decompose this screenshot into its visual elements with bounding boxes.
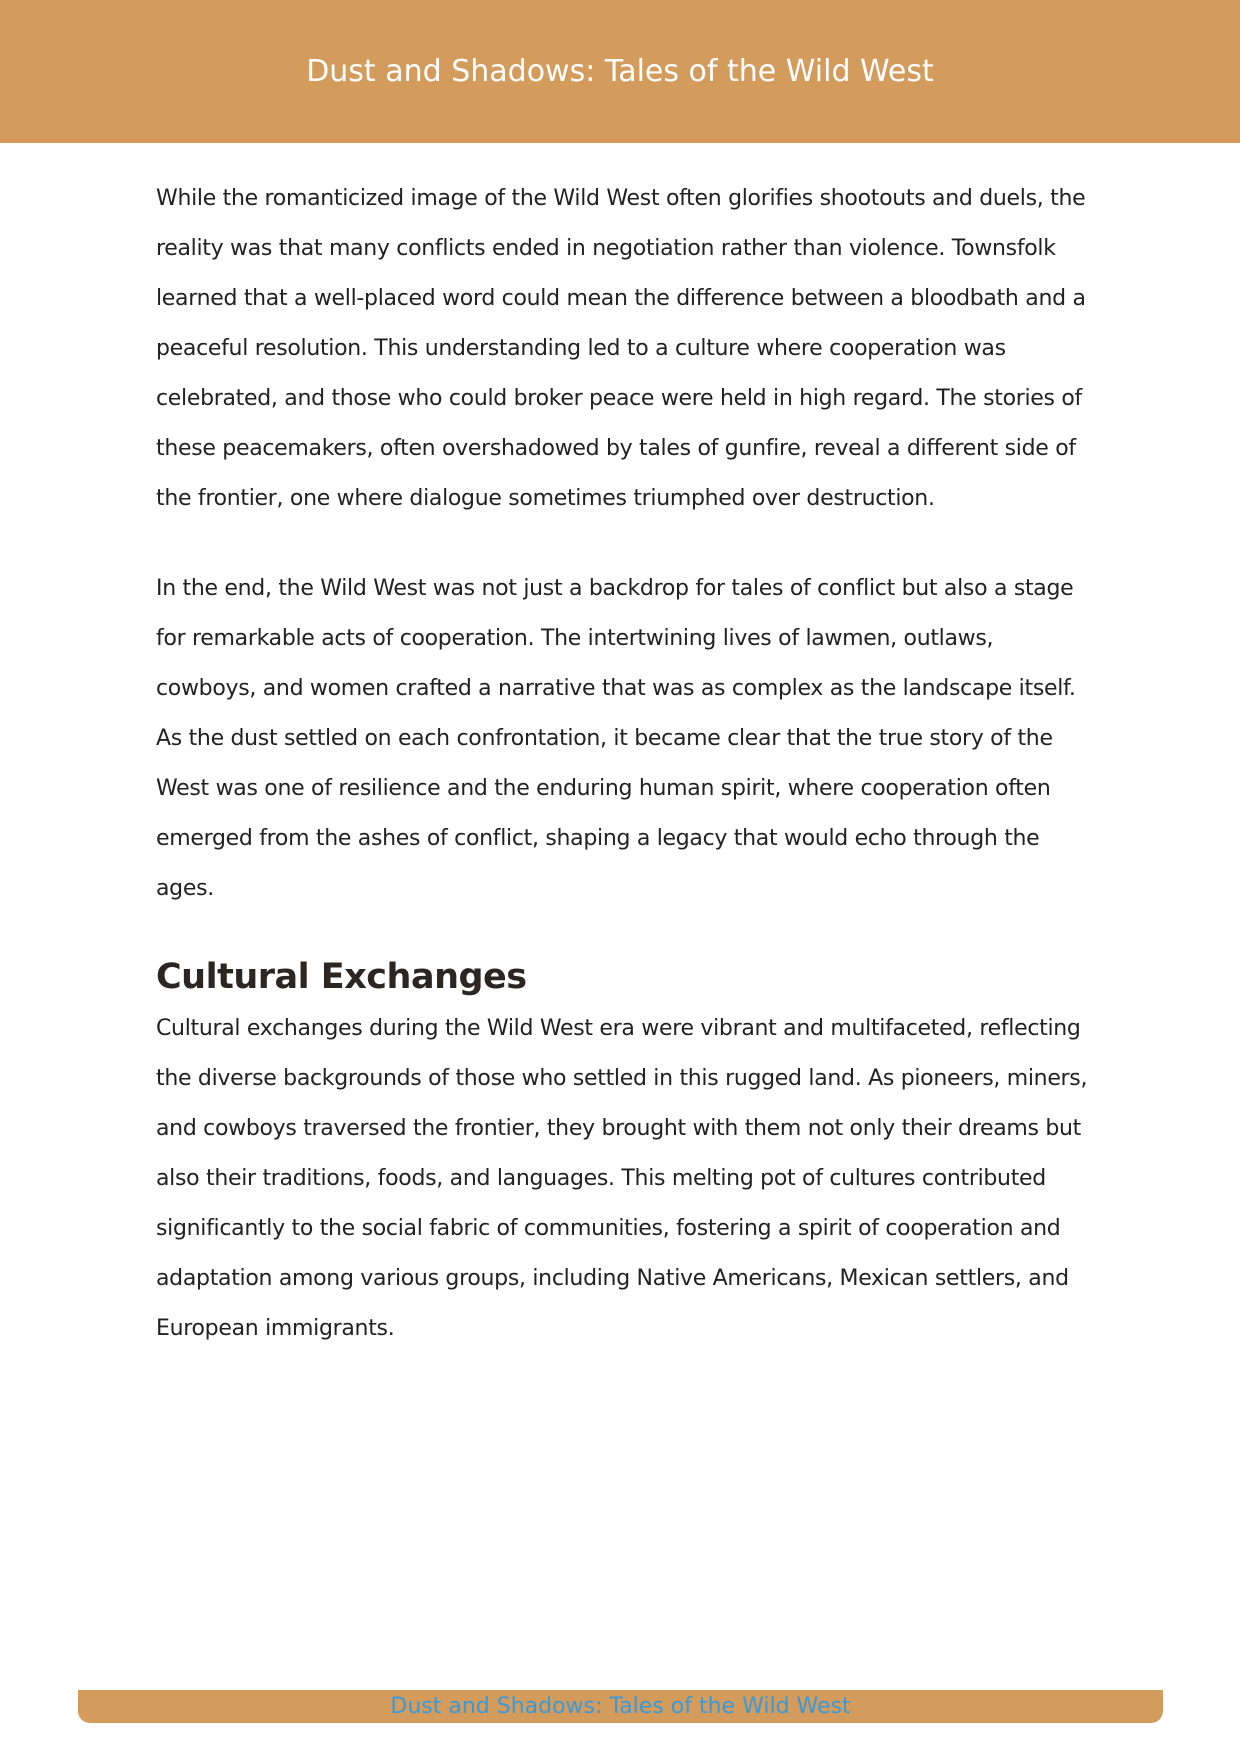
main-content <box>156 174 1096 1354</box>
body-paragraph: While the romanticized image of the Wild West often glorifies shootouts and duels, the reality was that many conflicts ended in negotiation rather than violence. Townsfolk learned that a well-placed word could mean the difference between a bloodbath and a peaceful resolution. This understanding led to a culture where cooperation was celebrated, and those who could broker peace were held in high regard. The stories of these peacemakers, often overshadowed by tales of gunfire, reveal a different side of the frontier, one where dialogue sometimes triumphed over destruction. <box>156 186 1086 511</box>
footer-title: Dust and Shadows: Tales of the Wild West <box>390 1694 851 1719</box>
section-paragraph: Cultural exchanges during the Wild West era were vibrant and multifaceted, reflecting the diverse backgrounds of those who settled in this rugged land. As pioneers, miners, and cowboys traversed the frontier, they brought with them not only their dreams but also their traditions, foods, and languages. This melting pot of cultures contributed significantly to the social fabric of communities, fostering a spirit of cooperation and adaptation among various groups, including Native Americans, Mexican settlers, and European immigrants. <box>156 1016 1088 1341</box>
section-heading: Cultural Exchanges <box>156 957 527 997</box>
page-footer <box>78 1690 1163 1723</box>
header-title: Dust and Shadows: Tales of the Wild West <box>306 54 934 89</box>
page-header <box>0 0 1240 143</box>
body-paragraph: In the end, the Wild West was not just a backdrop for tales of conflict but also a stage for remarkable acts of cooperation. The intertwining lives of lawmen, outlaws, cowboys, and women crafted a narrative that was as complex as the landscape itself. As the dust settled on each confrontation, it became clear that the true story of the West was one of resilience and the enduring human spirit, where cooperation often emerged from the ashes of conflict, shaping a legacy that would echo through the ages. <box>156 576 1076 901</box>
